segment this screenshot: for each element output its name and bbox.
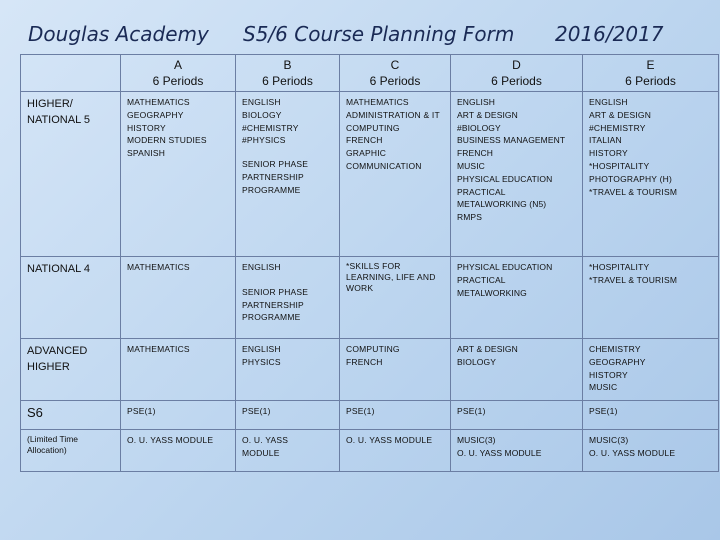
subject: PSE(1) — [457, 406, 486, 416]
subject: O. U. YASS MODULE — [346, 435, 433, 445]
subject: PSE(1) — [589, 406, 618, 416]
column-header-d — [451, 55, 583, 92]
row-s6 — [21, 401, 719, 430]
subject: HISTORY — [589, 369, 628, 380]
row-label-line: NATIONAL 4 — [27, 263, 90, 275]
subject: PHYSICAL EDUCATION — [457, 262, 553, 272]
row-higher-national5 — [21, 92, 719, 257]
cell-s6-e — [583, 401, 719, 430]
subject: PSE(1) — [242, 406, 271, 416]
cell-nat4-b — [236, 257, 340, 339]
row-label-national4 — [21, 257, 121, 339]
subject: PARTNERSHIP — [242, 299, 304, 310]
subject: SENIOR PHASE — [242, 159, 309, 170]
column-letter: A — [173, 58, 182, 72]
column-periods: 6 Periods — [152, 74, 204, 88]
page-header — [0, 22, 720, 52]
row-label-limited-time — [21, 430, 121, 472]
row-label-line: HIGHER/ — [27, 98, 73, 110]
subject: HISTORY — [589, 148, 628, 159]
row-label-line: S6 — [27, 405, 43, 420]
cell-s6-d — [451, 401, 583, 430]
subject: #CHEMISTRY — [242, 122, 299, 133]
subject: O. U. YASS — [242, 435, 289, 445]
subject: LEARNING, LIFE AND — [346, 272, 436, 282]
column-periods: 6 Periods — [262, 74, 313, 88]
column-letter: E — [646, 58, 655, 72]
row-label-higher — [21, 92, 121, 257]
row-label-line: NATIONAL 5 — [27, 114, 90, 126]
cell-limited-b — [236, 430, 340, 472]
cell-limited-a — [121, 430, 236, 472]
subject: MATHEMATICS — [127, 97, 190, 107]
subject: MATHEMATICS — [346, 97, 409, 107]
subject: ART & DESIGN — [589, 109, 652, 120]
subject: ENGLISH — [242, 97, 281, 107]
row-label-line: Allocation) — [27, 445, 67, 455]
subject: FRENCH — [457, 148, 494, 159]
subject: MUSIC — [457, 160, 485, 171]
cell-higher-b — [236, 92, 340, 257]
subject: BIOLOGY — [242, 109, 282, 120]
subject: COMPUTING — [346, 122, 400, 133]
subject: MODULE — [242, 447, 280, 458]
subject: #PHYSICS — [242, 135, 286, 146]
cell-nat4-d — [451, 257, 583, 339]
column-periods: 6 Periods — [491, 74, 542, 88]
subject: FRENCH — [346, 135, 383, 146]
subject: RMPS — [457, 212, 482, 223]
column-header-c — [340, 55, 451, 92]
subject: PHYSICAL EDUCATION — [457, 173, 553, 184]
row-label-line: ADVANCED — [27, 345, 88, 357]
form-title: S5/6 Course Planning Form — [243, 22, 515, 46]
cell-limited-e — [583, 430, 719, 472]
corner-cell — [21, 55, 121, 92]
row-limited-time — [21, 430, 719, 472]
column-header-row — [21, 55, 719, 92]
subject: BUSINESS MANAGEMENT — [457, 135, 566, 146]
subject: METALWORKING (N5) — [457, 199, 547, 210]
subject: MATHEMATICS — [127, 344, 190, 354]
subject: *HOSPITALITY — [589, 160, 650, 171]
academic-year: 2016/2017 — [555, 22, 664, 46]
subject: MUSIC(3) — [457, 435, 496, 445]
subject: PHYSICS — [242, 356, 281, 367]
subject: #BIOLOGY — [457, 122, 501, 133]
subject: ENGLISH — [242, 262, 281, 272]
cell-higher-e — [583, 92, 719, 257]
subject: O. U. YASS MODULE — [457, 447, 542, 458]
column-header-e — [583, 55, 719, 92]
subject: SPANISH — [127, 148, 166, 159]
column-letter: C — [390, 58, 400, 72]
subject: MODERN STUDIES — [127, 135, 207, 146]
subject: PRACTICAL — [457, 274, 506, 285]
course-planning-table — [20, 54, 719, 472]
subject: PSE(1) — [127, 406, 156, 416]
subject: PARTNERSHIP — [242, 171, 304, 182]
cell-s6-c — [340, 401, 451, 430]
subject: O. U. YASS MODULE — [127, 435, 214, 445]
column-letter: B — [283, 58, 292, 72]
cell-higher-c — [340, 92, 451, 257]
subject: HISTORY — [127, 122, 166, 133]
subject: ART & DESIGN — [457, 109, 518, 120]
column-header-a — [121, 55, 236, 92]
subject: BIOLOGY — [457, 356, 496, 367]
subject: COMPUTING — [346, 344, 400, 354]
subject: CHEMISTRY — [589, 344, 641, 354]
row-advanced-higher — [21, 339, 719, 401]
subject: METALWORKING — [457, 287, 527, 298]
subject: *HOSPITALITY — [589, 262, 650, 272]
subject: PSE(1) — [346, 406, 375, 416]
cell-adv-a — [121, 339, 236, 401]
row-label-s6 — [21, 401, 121, 430]
cell-limited-c — [340, 430, 451, 472]
cell-adv-e — [583, 339, 719, 401]
column-periods: 6 Periods — [369, 74, 421, 88]
cell-higher-a — [121, 92, 236, 257]
column-periods: 6 Periods — [625, 74, 676, 88]
cell-nat4-a — [121, 257, 236, 339]
subject: O. U. YASS MODULE — [589, 447, 676, 458]
column-letter: D — [512, 58, 521, 72]
subject: *SKILLS FOR — [346, 261, 401, 271]
subject: GRAPHIC — [346, 148, 387, 159]
cell-s6-a — [121, 401, 236, 430]
subject: ITALIAN — [589, 135, 622, 146]
subject: PRACTICAL — [457, 186, 506, 197]
subject: GEOGRAPHY — [589, 356, 646, 367]
row-label-line: HIGHER — [27, 361, 70, 373]
subject: MUSIC — [589, 382, 618, 393]
subject: SENIOR PHASE — [242, 286, 309, 297]
subject: PHOTOGRAPHY (H) — [589, 173, 672, 184]
cell-s6-b — [236, 401, 340, 430]
row-label-advanced-higher — [21, 339, 121, 401]
cell-adv-b — [236, 339, 340, 401]
subject: #CHEMISTRY — [589, 122, 646, 133]
subject: FRENCH — [346, 356, 383, 367]
cell-nat4-c — [340, 257, 451, 339]
row-label-line: (Limited Time — [27, 434, 79, 444]
cell-limited-d — [451, 430, 583, 472]
subject: WORK — [346, 283, 374, 293]
cell-nat4-e — [583, 257, 719, 339]
subject: ADMINISTRATION & IT — [346, 109, 440, 120]
column-header-b — [236, 55, 340, 92]
cell-adv-c — [340, 339, 451, 401]
subject: PROGRAMME — [242, 312, 301, 323]
row-national4 — [21, 257, 719, 339]
subject: ENGLISH — [242, 344, 281, 354]
subject: GEOGRAPHY — [127, 109, 184, 120]
subject: ENGLISH — [457, 97, 496, 107]
subject: MATHEMATICS — [127, 262, 190, 272]
cell-adv-d — [451, 339, 583, 401]
subject: *TRAVEL & TOURISM — [589, 186, 678, 197]
subject: PROGRAMME — [242, 184, 301, 195]
school-name: Douglas Academy — [28, 22, 209, 46]
subject: COMMUNICATION — [346, 160, 422, 171]
subject: MUSIC(3) — [589, 435, 629, 445]
cell-higher-d — [451, 92, 583, 257]
subject: *TRAVEL & TOURISM — [589, 274, 678, 285]
subject: ART & DESIGN — [457, 344, 518, 354]
subject: ENGLISH — [589, 97, 628, 107]
